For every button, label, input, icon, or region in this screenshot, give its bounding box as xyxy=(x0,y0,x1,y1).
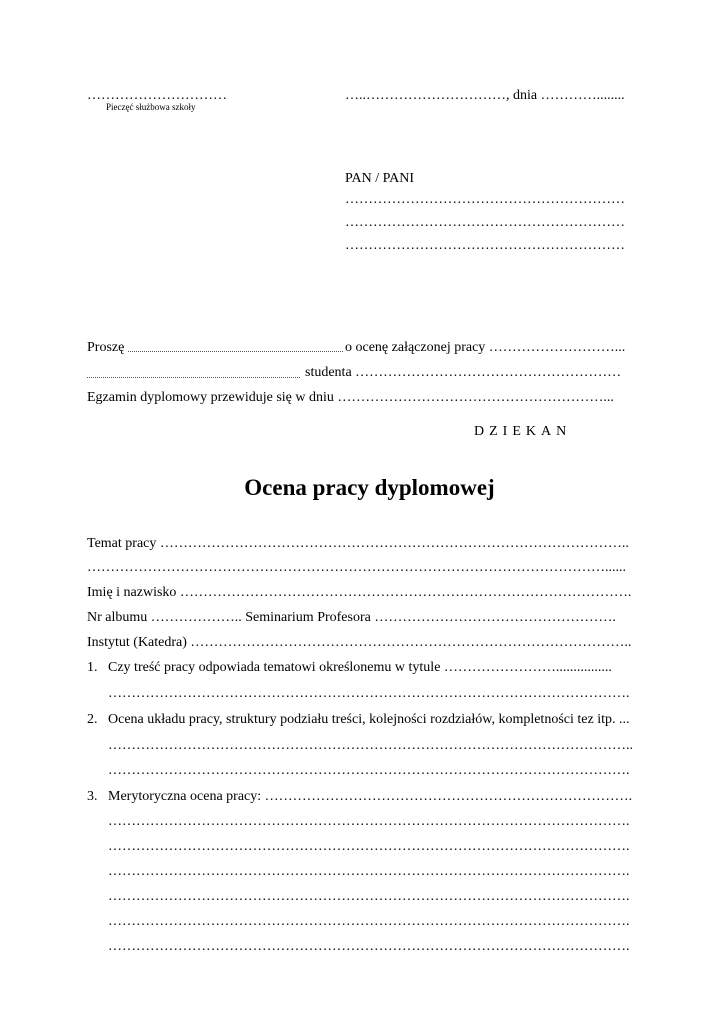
request-blank-1 xyxy=(128,351,343,352)
topic-line-2: …………………………………………………………………………………………………...... xyxy=(87,560,626,575)
addressee-line-1: …………………………………………………… xyxy=(345,192,625,207)
addressee-line-2: …………………………………………………… xyxy=(345,215,625,230)
item-number: 1. xyxy=(87,660,98,675)
place-date-line: …..…………………………, dnia …………........ xyxy=(345,88,625,103)
dean-signature: DZIEKAN xyxy=(474,424,572,439)
answer-line: ………………………………………………………………………………………………….. xyxy=(108,738,633,753)
request-line2-suffix: studenta ………………………………………………… xyxy=(305,365,622,380)
item-question: Merytoryczna ocena pracy: ……………………………………………………………………. xyxy=(108,789,633,804)
item-question: Czy treść pracy odpowiada tematowi określonemu w tytule ……………………................ xyxy=(108,660,612,675)
salutation: PAN / PANI xyxy=(345,171,414,186)
answer-line: …………………………………………………………………………………………………. xyxy=(108,763,630,778)
item-number: 2. xyxy=(87,712,98,727)
page-title: Ocena pracy dyplomowej xyxy=(244,475,495,500)
answer-line: …………………………………………………………………………………………………. xyxy=(108,864,630,879)
answer-line: …………………………………………………………………………………………………. xyxy=(108,914,630,929)
album-line: Nr albumu ……………….. Seminarium Profesora ……………………………………………. xyxy=(87,610,616,625)
answer-line: …………………………………………………………………………………………………. xyxy=(108,686,630,701)
answer-line: …………………………………………………………………………………………………. xyxy=(108,839,630,854)
item-number: 3. xyxy=(87,789,98,804)
request-line1-suffix: o ocenę załączonej pracy ………………………... xyxy=(345,340,626,355)
stamp-dots: ………………………… xyxy=(87,88,227,103)
stamp-caption: Pieczęć służbowa szkoły xyxy=(106,102,196,112)
request-blank-2 xyxy=(87,377,300,378)
request-prefix: Proszę xyxy=(87,340,125,355)
exam-date-line: Egzamin dyplomowy przewiduje się w dniu …………………………………………………... xyxy=(87,390,614,405)
item-question: Ocena układu pracy, struktury podziału treści, kolejności rozdziałów, kompletności tez itp. ... xyxy=(108,712,630,727)
answer-line: …………………………………………………………………………………………………. xyxy=(108,889,630,904)
addressee-line-3: …………………………………………………… xyxy=(345,238,625,253)
answer-line: …………………………………………………………………………………………………. xyxy=(108,814,630,829)
answer-line: …………………………………………………………………………………………………. xyxy=(108,939,630,954)
institute-line: Instytut (Katedra) ………………………………………………………………………………….. xyxy=(87,635,632,650)
name-line: Imię i nazwisko ……………………………………………………………………………………. xyxy=(87,585,632,600)
topic-line: Temat pracy ……………………………………………………………………………………….. xyxy=(87,536,629,551)
